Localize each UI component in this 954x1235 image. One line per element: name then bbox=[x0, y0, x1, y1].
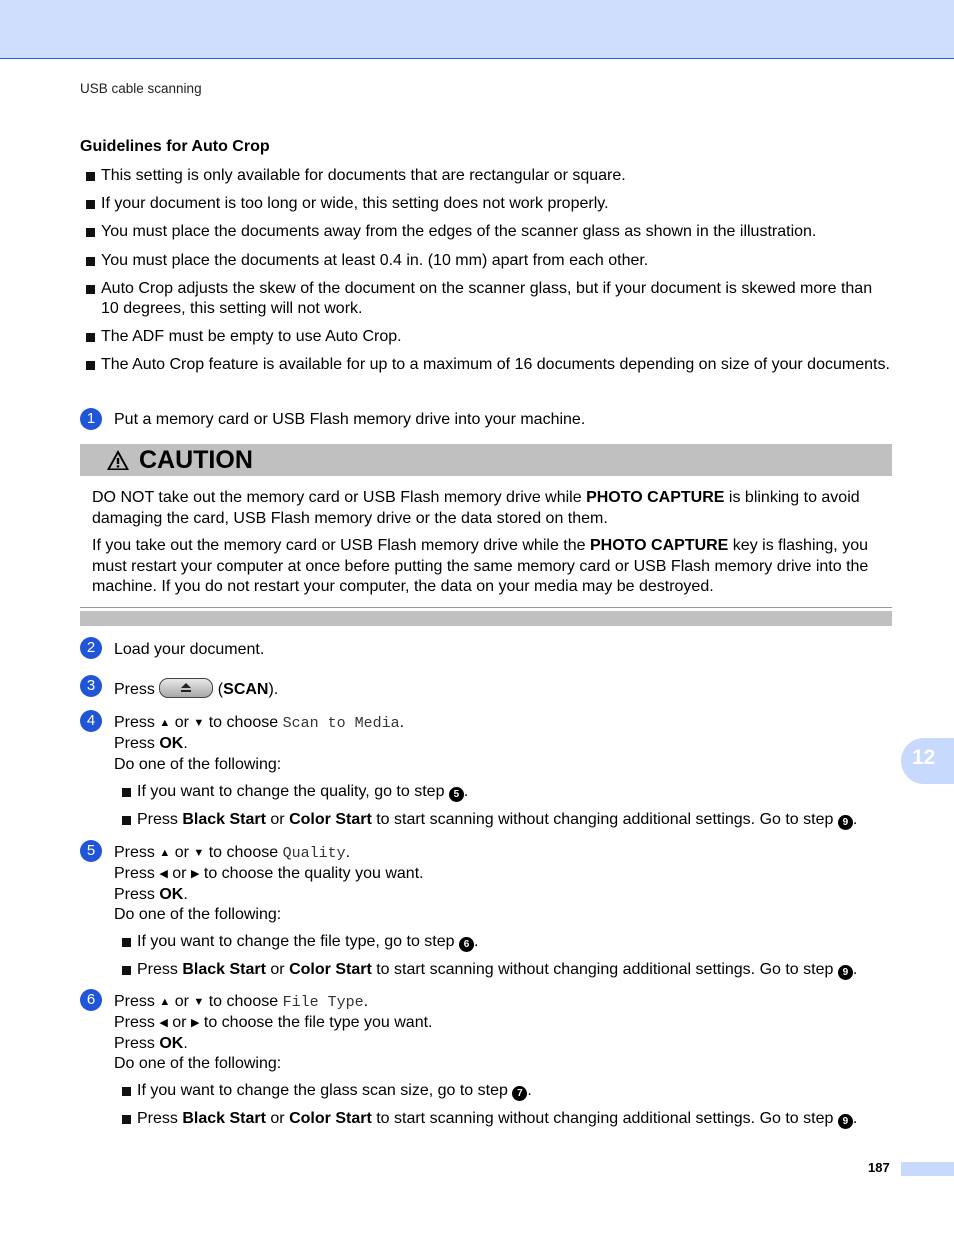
step-number: 5 bbox=[80, 840, 102, 862]
footer-tab bbox=[901, 1162, 954, 1176]
right-arrow-icon: ▶ bbox=[190, 1017, 200, 1030]
right-arrow-icon: ▶ bbox=[190, 868, 200, 881]
left-arrow-icon: ◀ bbox=[159, 1017, 168, 1030]
step-text: Press ▲ or ▼ to choose Scan to Media. Press OK. Do one of the following: bbox=[114, 714, 405, 773]
step-text: Put a memory card or USB Flash memory drive into your machine. bbox=[114, 411, 586, 428]
caution-title: CAUTION bbox=[139, 446, 253, 474]
step-number: 1 bbox=[80, 408, 102, 430]
top-color-band bbox=[0, 0, 954, 59]
up-arrow-icon: ▲ bbox=[159, 996, 171, 1008]
scan-key-icon bbox=[159, 678, 213, 698]
divider bbox=[80, 607, 892, 608]
step-text: Press ▲ or ▼ to choose File Type. Press ◀ or ▶ to choose the file type you want. Press OK. Do one of the following: bbox=[114, 993, 433, 1072]
left-arrow-icon: ◀ bbox=[159, 868, 168, 881]
up-arrow-icon: ▲ bbox=[159, 847, 171, 859]
step-number: 6 bbox=[80, 989, 102, 1011]
caution-paragraph: DO NOT take out the memory card or USB Flash memory drive while PHOTO CAPTURE is blinking to avoid damaging the card, USB Flash memory drive or the data stored on them. bbox=[92, 489, 860, 527]
step-text: Load your document. bbox=[114, 641, 265, 658]
running-head: USB cable scanning bbox=[80, 81, 202, 96]
down-arrow-icon: ▼ bbox=[193, 717, 205, 729]
section-title: Guidelines for Auto Crop bbox=[80, 138, 270, 155]
chapter-number: 12 bbox=[912, 746, 936, 769]
page-number: 187 bbox=[868, 1160, 890, 1175]
step-number: 2 bbox=[80, 637, 102, 659]
step-number: 4 bbox=[80, 710, 102, 732]
warning-icon bbox=[106, 449, 130, 471]
caution-paragraph: If you take out the memory card or USB Flash memory drive while the PHOTO CAPTURE key is flashing, you must restart your computer at once before putting the same memory card or USB Flash memory drive into the machine. If you do not restart your computer, the data on your media may be destroyed. bbox=[92, 537, 869, 595]
step-text: Press ▲ or ▼ to choose Quality. Press ◀ or ▶ to choose the quality you want. Press OK. Do one of the following: bbox=[114, 844, 424, 923]
up-arrow-icon: ▲ bbox=[159, 717, 171, 729]
divider bbox=[80, 611, 892, 626]
step-text: Press (SCAN). bbox=[114, 678, 278, 700]
step-number: 3 bbox=[80, 675, 102, 697]
down-arrow-icon: ▼ bbox=[193, 996, 205, 1008]
down-arrow-icon: ▼ bbox=[193, 847, 205, 859]
